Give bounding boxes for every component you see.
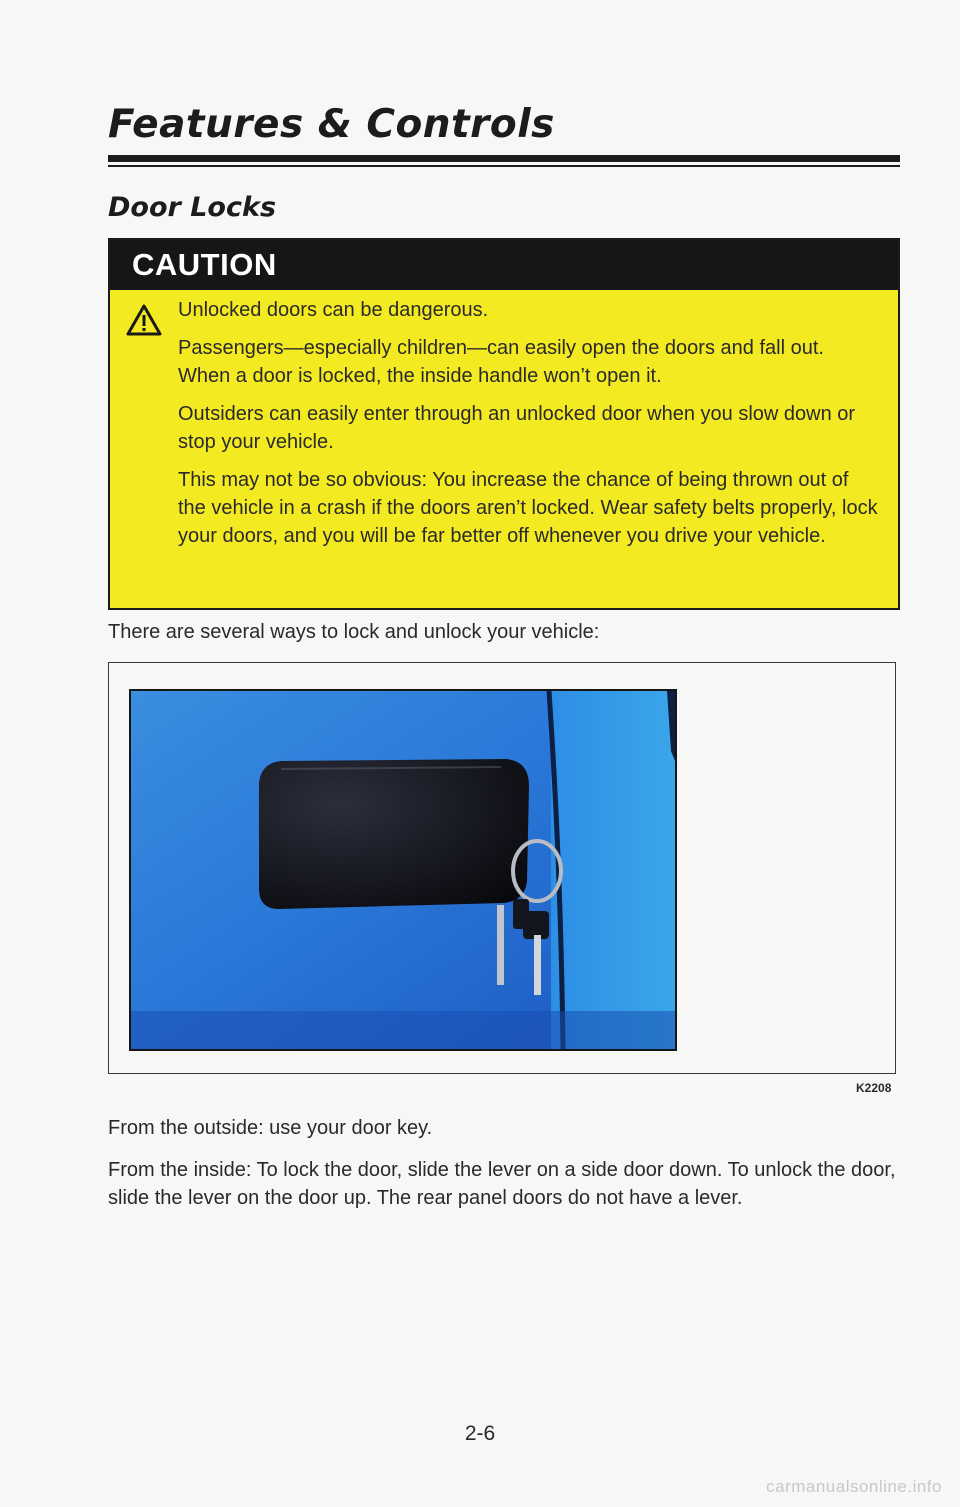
caution-paragraph: Unlocked doors can be dangerous. <box>178 299 489 321</box>
door-handle-illustration <box>131 691 675 1049</box>
figure-code: K2208 <box>856 1081 892 1095</box>
watermark: carmanualsonline.info <box>766 1477 942 1496</box>
caution-label: CAUTION <box>110 240 898 290</box>
caution-paragraph: Passengers—especially children—can easily open the doors and fall out. When a door is locked, the inside handle won’t open it. <box>178 337 824 387</box>
figure-frame <box>108 662 896 1074</box>
intro-text: There are several ways to lock and unlock your vehicle: <box>108 621 600 643</box>
header-rule-thick <box>108 155 900 162</box>
page-number: 2-6 <box>464 1422 496 1445</box>
header-rule-thin <box>108 165 900 167</box>
caution-box <box>108 238 900 610</box>
inside-instructions: From the inside: To lock the door, slide the lever on a side door down. To unlock the door, slide the lever on the door up. The rear panel doors do not have a lever. <box>108 1159 896 1209</box>
caution-body <box>178 296 878 560</box>
caution-paragraph: Outsiders can easily enter through an unlocked door when you slow down or stop your vehicle. <box>178 403 856 453</box>
outside-instructions: From the outside: use your door key. <box>108 1117 433 1139</box>
caution-paragraph: This may not be so obvious: You increase the chance of being thrown out of the vehicle in a crash if the doors aren’t locked. Wear safety belts properly, lock your doors, and you will be far better off whenever you drive your vehicle. <box>178 469 878 547</box>
subsection-title: Door Locks <box>108 192 277 223</box>
warning-triangle-icon <box>126 304 162 336</box>
door-handle-photo <box>129 689 677 1051</box>
section-title: Features & Controls <box>108 102 555 147</box>
